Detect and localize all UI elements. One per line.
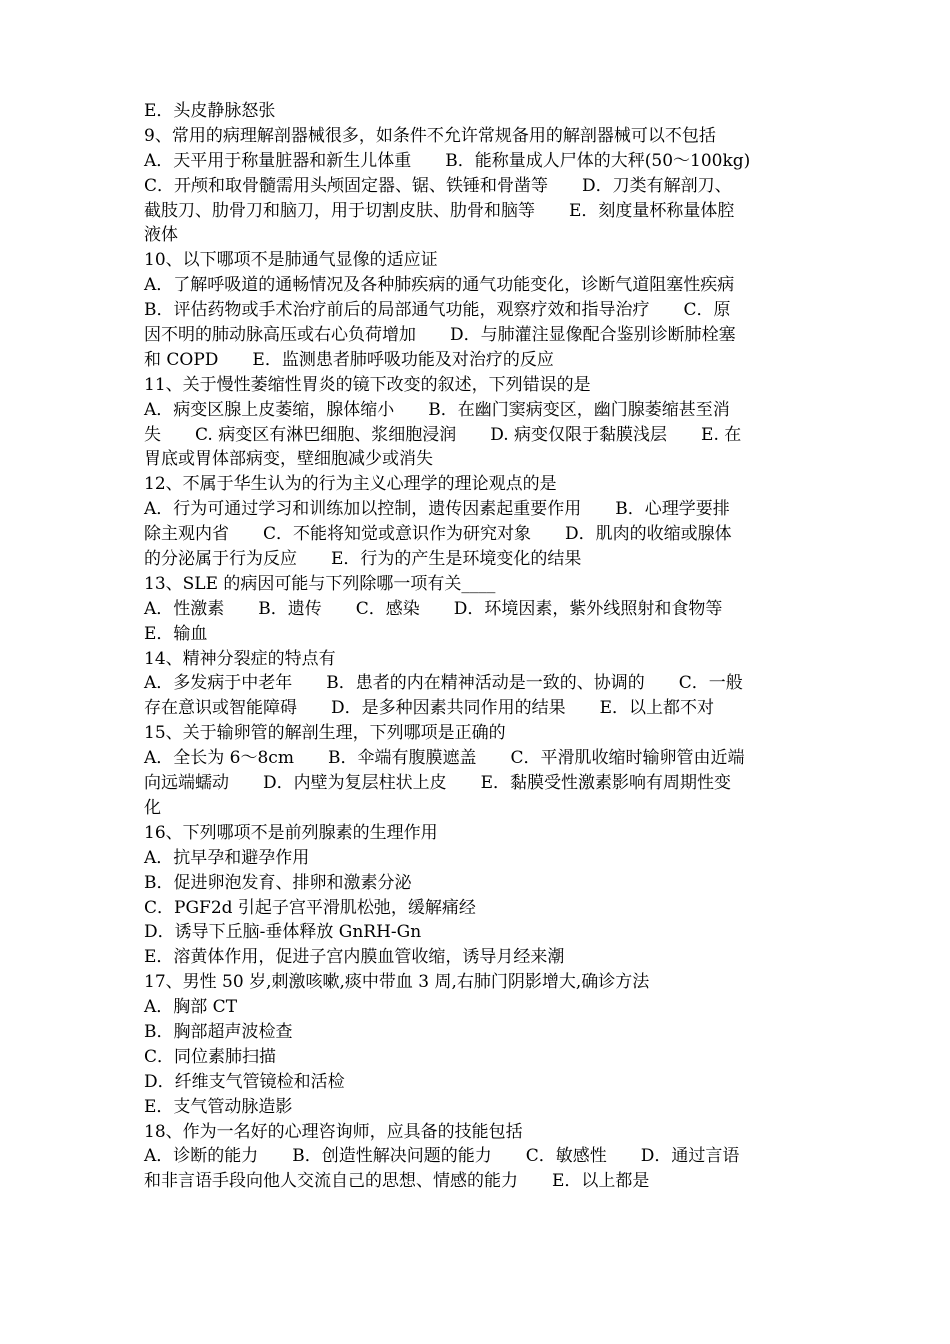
text-line: 除主观内省 C．不能将知觉或意识作为研究对象 D．肌肉的收缩或腺体 <box>144 524 732 545</box>
text-line: 和非言语手段向他人交流自己的思想、情感的能力 E．以上都是 <box>144 1171 650 1192</box>
text-line: C．开颅和取骨髓需用头颅固定器、锯、铁锤和骨凿等 D．刀类有解剖刀、 <box>144 175 732 196</box>
text-line: A．胸部 CT <box>144 997 238 1018</box>
text-line: 向远端蠕动 D．内壁为复层柱状上皮 E．黏膜受性激素影响有周期性变 <box>144 773 732 794</box>
text-line: 截肢刀、肋骨刀和脑刀，用于切割皮肤、肋骨和脑等 E．刻度量杯称量体腔 <box>144 200 735 221</box>
text-line: A．病变区腺上皮萎缩，腺体缩小 B．在幽门窦病变区，幽门腺萎缩甚至消 <box>144 399 730 420</box>
text-line: 存在意识或智能障碍 D．是多种因素共同作用的结果 E．以上都不对 <box>144 698 715 719</box>
text-line: A．行为可通过学习和训练加以控制，遗传因素起重要作用 B．心理学要排 <box>144 499 730 520</box>
text-line: 9、常用的病理解剖器械很多，如条件不允许常规备用的解剖器械可以不包括 <box>144 125 716 146</box>
text-line: C．同位素肺扫描 <box>144 1046 277 1067</box>
text-line: B．促进卵泡发育、排卵和激素分泌 <box>144 872 412 893</box>
text-line: 13、SLE 的病因可能与下列除哪一项有关____ <box>144 573 496 594</box>
text-line: E．溶黄体作用，促进子宫内膜血管收缩，诱导月经来潮 <box>144 947 565 968</box>
text-line: 液体 <box>144 225 178 246</box>
text-line: 失 C. 病变区有淋巴细胞、浆细胞浸润 D. 病变仅限于黏膜浅层 E. 在 <box>144 424 742 445</box>
document-body <box>144 99 812 1194</box>
text-line: D．纤维支气管镜检和活检 <box>144 1071 345 1092</box>
text-line: D．诱导下丘脑-垂体释放 GnRH-Gn <box>144 922 422 943</box>
text-line: 10、以下哪项不是肺通气显像的适应证 <box>144 250 438 271</box>
text-line: 12、不属于华生认为的行为主义心理学的理论观点的是 <box>144 474 557 495</box>
text-line: 14、精神分裂症的特点有 <box>144 648 336 669</box>
text-line: A．了解呼吸道的通畅情况及各种肺疾病的通气功能变化，诊断气道阻塞性疾病 <box>144 275 735 296</box>
text-line: A．抗早孕和避孕作用 <box>144 847 310 868</box>
text-line: B．胸部超声波检查 <box>144 1021 293 1042</box>
text-line: 11、关于慢性萎缩性胃炎的镜下改变的叙述，下列错误的是 <box>144 374 591 395</box>
text-line: 胃底或胃体部病变，壁细胞减少或消失 <box>144 449 433 470</box>
text-line: A．天平用于称量脏器和新生儿体重 B．能称量成人尸体的大秤(50～100kg) <box>144 150 751 171</box>
text-line: 17、男性 50 岁,刺激咳嗽,痰中带血 3 周,右肺门阴影增大,确诊方法 <box>144 972 650 993</box>
text-line: 化 <box>144 797 161 818</box>
text-line: E．头皮静脉怒张 <box>144 101 276 121</box>
text-line: 18、作为一名好的心理咨询师，应具备的技能包括 <box>144 1121 523 1142</box>
text-line: 的分泌属于行为反应 E．行为的产生是环境变化的结果 <box>144 549 582 570</box>
text-line: 和 COPD E．监测患者肺呼吸功能及对治疗的反应 <box>144 349 554 370</box>
text-line: E．支气管动脉造影 <box>144 1096 293 1117</box>
text-line: A．全长为 6～8cm B．伞端有腹膜遮盖 C．平滑肌收缩时输卵管由近端 <box>144 748 745 769</box>
text-line: 16、下列哪项不是前列腺素的生理作用 <box>144 822 438 843</box>
text-line: C．PGF2d 引起子宫平滑肌松弛，缓解痛经 <box>144 897 476 918</box>
text-line: B．评估药物或手术治疗前后的局部通气功能，观察疗效和指导治疗 C．原 <box>144 300 731 321</box>
text-line: 因不明的肺动脉高压或右心负荷增加 D．与肺灌注显像配合鉴别诊断肺栓塞 <box>144 325 736 346</box>
text-line: A．性激素 B．遗传 C．感染 D．环境因素，紫外线照射和食物等 <box>144 598 723 619</box>
text-line: A．多发病于中老年 B．患者的内在精神活动是一致的、协调的 C．一般 <box>144 673 743 694</box>
text-line: A．诊断的能力 B．创造性解决问题的能力 C．敏感性 D．通过言语 <box>144 1146 740 1167</box>
text-line: E．输血 <box>144 623 208 644</box>
text-line: 15、关于输卵管的解剖生理，下列哪项是正确的 <box>144 723 506 744</box>
